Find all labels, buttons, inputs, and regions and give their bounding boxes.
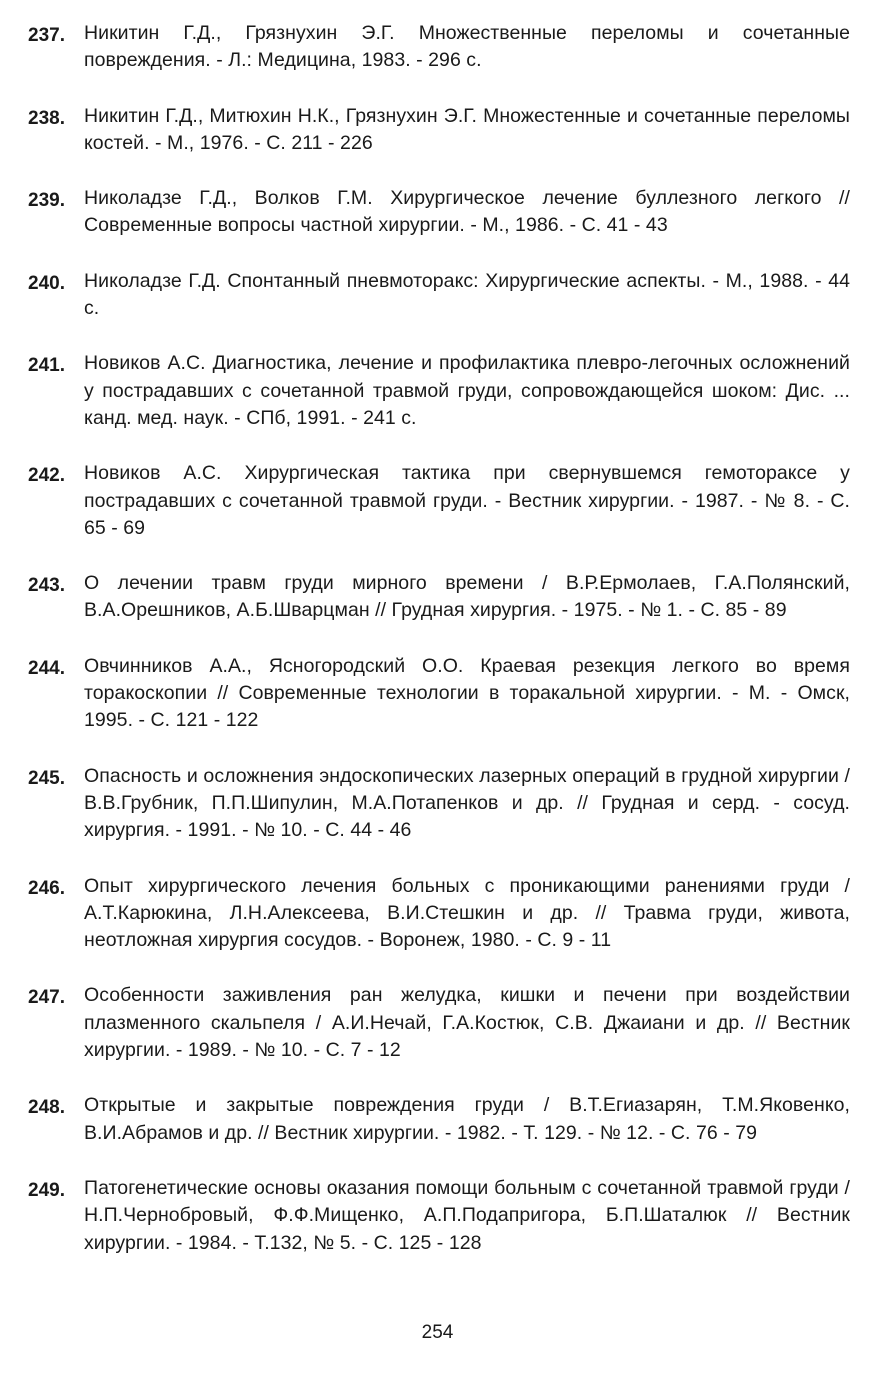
reference-item — [28, 268, 850, 323]
reference-number: 242. — [28, 465, 65, 487]
reference-item — [28, 20, 850, 75]
page-number: 254 — [421, 1322, 454, 1343]
reference-text: О лечении травм груди мирного времени / В.Р.Ермолаев, Г.А.Полянский, В.А.Орешников, А.Б.Шварцман // Грудная хирургия. - 1975. - № 1. - С. 85 - 89 — [84, 572, 850, 622]
reference-number: 240. — [28, 272, 65, 294]
reference-item — [28, 763, 850, 845]
reference-number: 245. — [28, 767, 65, 789]
reference-number: 239. — [28, 190, 65, 212]
reference-text: Новиков А.С. Диагностика, лечение и профилактика плевро-легочных осложнений у пострадавших с сочетанной травмой груди, сопровождающейся шоком: Дис. ... канд. мед. наук. - СПб, 1991. - 241 с. — [84, 352, 850, 429]
reference-text: Патогенетические основы оказания помощи больным с сочетанной травмой груди / Н.П.Чернобровый, Ф.Ф.Мищенко, А.П.Подапригора, Б.П.Шаталюк // Вестник хирургии. - 1984. - Т.132, № 5. - С. 125 - 128 — [84, 1176, 850, 1254]
reference-item — [28, 1092, 850, 1147]
reference-number: 241. — [28, 355, 65, 377]
reference-item — [28, 350, 850, 432]
reference-number: 247. — [28, 987, 65, 1009]
reference-text: Овчинников А.А., Ясногородский О.О. Краевая резекция легкого во время торакоскопии // Современные технологии в торакальной хирургии. - М. - Омск, 1995. - С. 121 - 122 — [84, 654, 850, 732]
reference-item — [28, 570, 850, 625]
reference-item — [28, 1175, 850, 1257]
reference-item — [28, 982, 850, 1064]
reference-item — [28, 873, 850, 955]
reference-text: Никитин Г.Д., Митюхин Н.К., Грязнухин Э.Г. Множестенные и сочетанные переломы костей. - М., 1976. - С. 211 - 226 — [84, 104, 850, 154]
reference-number: 246. — [28, 877, 65, 899]
reference-text: Опыт хирургического лечения больных с проникающими ранениями груди / А.Т.Карюкина, Л.Н.Алексеева, В.И.Стешкин и др. // Травма груди, живота, неотложная хирургия сосудов. - Воронеж, 1980. - С. 9 - 11 — [84, 874, 850, 952]
reference-number: 248. — [28, 1097, 65, 1119]
reference-list — [28, 20, 850, 1285]
reference-number: 237. — [28, 25, 65, 46]
reference-item — [28, 185, 850, 240]
reference-number: 238. — [28, 107, 65, 129]
reference-item — [28, 103, 850, 158]
reference-item — [28, 653, 850, 735]
reference-number: 249. — [28, 1179, 65, 1201]
reference-text: Николадзе Г.Д. Спонтанный пневмоторакс: Хирургические аспекты. - М., 1988. - 44 с. — [84, 269, 850, 320]
reference-text: Опасность и осложнения эндоскопических лазерных операций в грудной хирургии / В.В.Грубник, П.П.Шипулин, М.А.Потапенков и др. // Грудная и серд. - сосуд. хирургия. - 1991. - № 10. - С. 44 - 46 — [84, 764, 850, 842]
reference-item — [28, 460, 850, 542]
reference-number: 243. — [28, 575, 65, 597]
reference-number: 244. — [28, 657, 65, 679]
reference-text: Никитин Г.Д., Грязнухин Э.Г. Множественные переломы и сочетанные повреждения. - Л.: Медицина, 1983. - 296 с. — [84, 22, 850, 72]
reference-text: Новиков А.С. Хирургическая тактика при свернувшемся гемотораксе у пострадавших с сочетанной травмой груди. - Вестник хирургии. - 1987. - № 8. - С. 65 - 69 — [84, 462, 850, 539]
reference-text: Открытые и закрытые повреждения груди / В.Т.Егиазарян, Т.М.Яковенко, В.И.Абрамов и др. // Вестник хирургии. - 1982. - Т. 129. - № 12. - С. 76 - 79 — [84, 1094, 850, 1144]
reference-text: Особенности заживления ран желудка, кишки и печени при воздействии плазменного скальпеля / А.И.Нечай, Г.А.Костюк, С.В. Джаиани и др. // Вестник хирургии. - 1989. - № 10. - С. 7 - 12 — [84, 984, 850, 1062]
reference-text: Николадзе Г.Д., Волков Г.М. Хирургическое лечение буллезного легкого // Современные вопросы частной хирургии. - М., 1986. - С. 41 - 43 — [84, 187, 850, 237]
